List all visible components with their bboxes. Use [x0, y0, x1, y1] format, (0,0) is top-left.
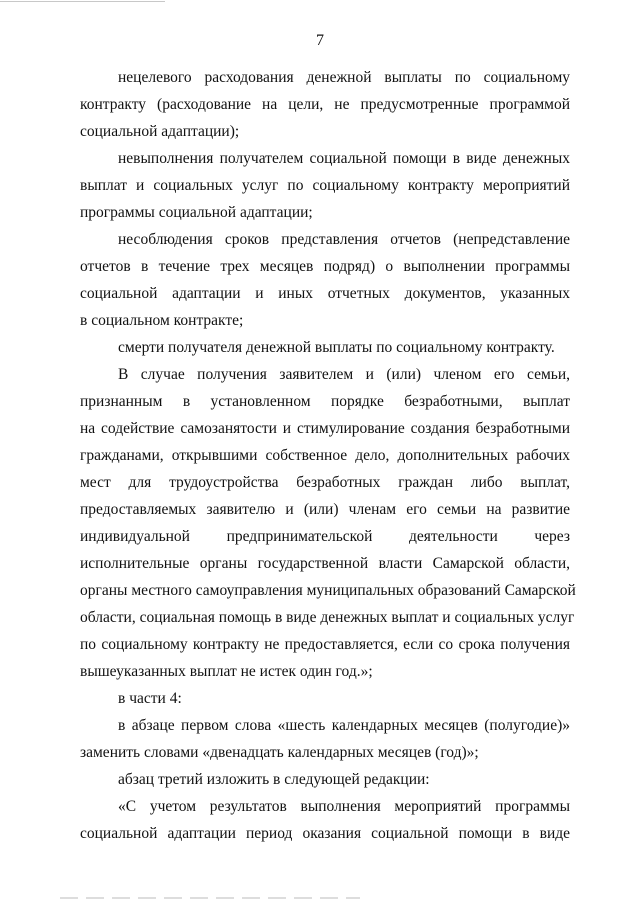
- top-rule: [0, 1, 165, 2]
- text-line: смерти получателя денежной выплаты по социальному контракту.: [118, 339, 555, 356]
- document-body: [80, 64, 576, 847]
- text-line: программы социальной адаптации;: [80, 204, 313, 221]
- text-line: в части 4:: [118, 690, 182, 707]
- text-line: заменить словами «двенадцать календарных месяцев (год)»;: [80, 744, 479, 761]
- page-number: 7: [316, 32, 324, 49]
- paragraph: [80, 145, 570, 226]
- text-line: предоставляемых заявителю и (или) членам его семьи на развитие: [80, 501, 570, 518]
- text-line: по социальному контракту не предоставляется, если со срока получения: [80, 636, 570, 653]
- text-line: в абзаце первом слова «шесть календарных месяцев (полугодие)»: [118, 717, 570, 734]
- paragraph: [80, 64, 570, 145]
- text-line: несоблюдения сроков представления отчетов (непредставление: [118, 231, 570, 248]
- paragraph: [80, 685, 570, 712]
- text-line: на содействие самозанятости и стимулирование создания безработными: [80, 420, 570, 437]
- text-line: вышеуказанных выплат не истек один год.»;: [80, 663, 373, 680]
- paragraph: [80, 766, 570, 793]
- text-line: индивидуальной предпринимательской деятельности через: [80, 528, 570, 545]
- text-line: выплат и социальных услуг по социальному контракту мероприятий: [80, 177, 570, 194]
- text-line: нецелевого расходования денежной выплаты по социальному: [118, 69, 570, 86]
- text-line: исполнительные органы государственной власти Самарской области,: [80, 555, 570, 572]
- text-line: гражданами, открывшими собственное дело, дополнительных рабочих: [80, 447, 570, 464]
- paragraph: [80, 226, 570, 334]
- paragraph: [80, 793, 570, 847]
- text-line: социальной адаптации период оказания социальной помощи в виде: [80, 825, 570, 842]
- text-line: признанным в установленном порядке безработными, выплат: [80, 393, 570, 410]
- paragraph: [80, 334, 570, 361]
- text-line: социальной адаптации);: [80, 123, 240, 140]
- text-line: органы местного самоуправления муниципальных образований Самарской: [80, 582, 576, 599]
- text-line: области, социальная помощь в виде денежных выплат и социальных услуг: [80, 609, 575, 626]
- text-line: «С учетом результатов выполнения мероприятий программы: [118, 798, 570, 815]
- text-line: В случае получения заявителем и (или) членом его семьи,: [118, 366, 570, 383]
- text-line: мест для трудоустройства безработных граждан либо выплат,: [80, 474, 570, 491]
- footer-marks: [60, 897, 360, 899]
- text-line: абзац третий изложить в следующей редакции:: [118, 771, 430, 788]
- text-line: социальной адаптации и иных отчетных документов, указанных: [80, 285, 570, 302]
- paragraph: [80, 361, 576, 685]
- text-line: контракту (расходование на цели, не предусмотренные программой: [80, 96, 570, 113]
- paragraph: [80, 712, 570, 766]
- text-line: отчетов в течение трех месяцев подряд) о выполнении программы: [80, 258, 570, 275]
- text-line: невыполнения получателем социальной помощи в виде денежных: [118, 150, 570, 167]
- text-line: в социальном контракте;: [80, 312, 244, 329]
